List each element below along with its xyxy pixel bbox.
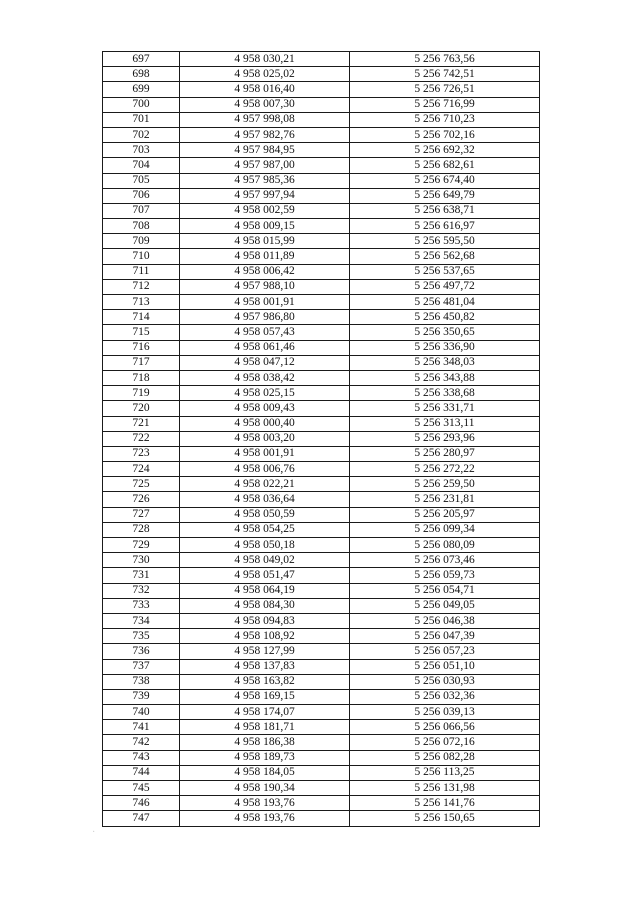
- point-number-cell: 721: [103, 416, 180, 431]
- table-row: [103, 173, 540, 188]
- x-coordinate-cell: 4 957 987,00: [180, 158, 350, 173]
- point-number-cell: 737: [103, 659, 180, 674]
- table-row: [103, 234, 540, 249]
- point-number-cell: 708: [103, 219, 180, 234]
- coordinates-table-body: [103, 52, 540, 827]
- table-row: [103, 219, 540, 234]
- point-number-cell: 715: [103, 325, 180, 340]
- point-number-cell: 713: [103, 295, 180, 310]
- x-coordinate-cell: 4 958 009,15: [180, 219, 350, 234]
- y-coordinate-cell: 5 256 638,71: [350, 203, 540, 218]
- x-coordinate-cell: 4 958 036,64: [180, 492, 350, 507]
- y-coordinate-cell: 5 256 343,88: [350, 370, 540, 385]
- x-coordinate-cell: 4 958 049,02: [180, 553, 350, 568]
- x-coordinate-cell: 4 958 127,99: [180, 644, 350, 659]
- table-row: [103, 507, 540, 522]
- point-number-cell: 719: [103, 386, 180, 401]
- y-coordinate-cell: 5 256 682,61: [350, 158, 540, 173]
- x-coordinate-cell: 4 957 984,95: [180, 143, 350, 158]
- y-coordinate-cell: 5 256 702,16: [350, 127, 540, 142]
- y-coordinate-cell: 5 256 057,23: [350, 644, 540, 659]
- point-number-cell: 747: [103, 811, 180, 826]
- y-coordinate-cell: 5 256 080,09: [350, 538, 540, 553]
- table-row: [103, 127, 540, 142]
- point-number-cell: 731: [103, 568, 180, 583]
- point-number-cell: 746: [103, 796, 180, 811]
- y-coordinate-cell: 5 256 313,11: [350, 416, 540, 431]
- y-coordinate-cell: 5 256 350,65: [350, 325, 540, 340]
- point-number-cell: 698: [103, 67, 180, 82]
- y-coordinate-cell: 5 256 059,73: [350, 568, 540, 583]
- y-coordinate-cell: 5 256 616,97: [350, 219, 540, 234]
- table-row: [103, 370, 540, 385]
- y-coordinate-cell: 5 256 763,56: [350, 52, 540, 67]
- y-coordinate-cell: 5 256 272,22: [350, 462, 540, 477]
- table-row: [103, 613, 540, 628]
- table-row: [103, 279, 540, 294]
- table-row: [103, 295, 540, 310]
- x-coordinate-cell: 4 958 054,25: [180, 522, 350, 537]
- y-coordinate-cell: 5 256 113,25: [350, 765, 540, 780]
- table-row: [103, 325, 540, 340]
- y-coordinate-cell: 5 256 259,50: [350, 477, 540, 492]
- x-coordinate-cell: 4 958 015,99: [180, 234, 350, 249]
- x-coordinate-cell: 4 958 030,21: [180, 52, 350, 67]
- table-row: [103, 310, 540, 325]
- x-coordinate-cell: 4 958 050,59: [180, 507, 350, 522]
- point-number-cell: 736: [103, 644, 180, 659]
- y-coordinate-cell: 5 256 674,40: [350, 173, 540, 188]
- point-number-cell: 703: [103, 143, 180, 158]
- y-coordinate-cell: 5 256 692,32: [350, 143, 540, 158]
- scan-artifact: ·: [92, 827, 96, 838]
- y-coordinate-cell: 5 256 742,51: [350, 67, 540, 82]
- x-coordinate-cell: 4 958 002,59: [180, 203, 350, 218]
- point-number-cell: 741: [103, 720, 180, 735]
- table-row: [103, 735, 540, 750]
- x-coordinate-cell: 4 958 007,30: [180, 97, 350, 112]
- table-row: [103, 674, 540, 689]
- y-coordinate-cell: 5 256 082,28: [350, 750, 540, 765]
- x-coordinate-cell: 4 958 003,20: [180, 431, 350, 446]
- point-number-cell: 697: [103, 52, 180, 67]
- y-coordinate-cell: 5 256 066,56: [350, 720, 540, 735]
- x-coordinate-cell: 4 958 011,89: [180, 249, 350, 264]
- y-coordinate-cell: 5 256 497,72: [350, 279, 540, 294]
- y-coordinate-cell: 5 256 331,71: [350, 401, 540, 416]
- point-number-cell: 732: [103, 583, 180, 598]
- point-number-cell: 727: [103, 507, 180, 522]
- point-number-cell: 740: [103, 705, 180, 720]
- y-coordinate-cell: 5 256 338,68: [350, 386, 540, 401]
- table-row: [103, 158, 540, 173]
- table-row: [103, 811, 540, 826]
- y-coordinate-cell: 5 256 049,05: [350, 598, 540, 613]
- table-row: [103, 462, 540, 477]
- x-coordinate-cell: 4 958 000,40: [180, 416, 350, 431]
- table-row: [103, 750, 540, 765]
- y-coordinate-cell: 5 256 280,97: [350, 446, 540, 461]
- table-row: [103, 522, 540, 537]
- x-coordinate-cell: 4 958 025,15: [180, 386, 350, 401]
- y-coordinate-cell: 5 256 141,76: [350, 796, 540, 811]
- x-coordinate-cell: 4 958 050,18: [180, 538, 350, 553]
- table-row: [103, 97, 540, 112]
- x-coordinate-cell: 4 958 186,38: [180, 735, 350, 750]
- x-coordinate-cell: 4 958 137,83: [180, 659, 350, 674]
- x-coordinate-cell: 4 958 181,71: [180, 720, 350, 735]
- table-row: [103, 583, 540, 598]
- x-coordinate-cell: 4 958 006,76: [180, 462, 350, 477]
- x-coordinate-cell: 4 957 985,36: [180, 173, 350, 188]
- table-row: [103, 553, 540, 568]
- table-row: [103, 538, 540, 553]
- x-coordinate-cell: 4 958 025,02: [180, 67, 350, 82]
- table-row: [103, 446, 540, 461]
- y-coordinate-cell: 5 256 595,50: [350, 234, 540, 249]
- y-coordinate-cell: 5 256 047,39: [350, 629, 540, 644]
- table-row: [103, 264, 540, 279]
- point-number-cell: 718: [103, 370, 180, 385]
- point-number-cell: 734: [103, 613, 180, 628]
- x-coordinate-cell: 4 958 038,42: [180, 370, 350, 385]
- x-coordinate-cell: 4 957 998,08: [180, 112, 350, 127]
- point-number-cell: 702: [103, 127, 180, 142]
- x-coordinate-cell: 4 958 006,42: [180, 264, 350, 279]
- x-coordinate-cell: 4 958 189,73: [180, 750, 350, 765]
- point-number-cell: 714: [103, 310, 180, 325]
- point-number-cell: 728: [103, 522, 180, 537]
- table-row: [103, 143, 540, 158]
- y-coordinate-cell: 5 256 348,03: [350, 355, 540, 370]
- x-coordinate-cell: 4 958 016,40: [180, 82, 350, 97]
- y-coordinate-cell: 5 256 231,81: [350, 492, 540, 507]
- table-row: [103, 203, 540, 218]
- point-number-cell: 729: [103, 538, 180, 553]
- point-number-cell: 724: [103, 462, 180, 477]
- x-coordinate-cell: 4 957 986,80: [180, 310, 350, 325]
- table-row: [103, 644, 540, 659]
- point-number-cell: 700: [103, 97, 180, 112]
- y-coordinate-cell: 5 256 072,16: [350, 735, 540, 750]
- point-number-cell: 720: [103, 401, 180, 416]
- y-coordinate-cell: 5 256 710,23: [350, 112, 540, 127]
- x-coordinate-cell: 4 958 174,07: [180, 705, 350, 720]
- table-row: [103, 355, 540, 370]
- y-coordinate-cell: 5 256 099,34: [350, 522, 540, 537]
- table-row: [103, 82, 540, 97]
- point-number-cell: 709: [103, 234, 180, 249]
- table-row: [103, 188, 540, 203]
- point-number-cell: 711: [103, 264, 180, 279]
- x-coordinate-cell: 4 958 061,46: [180, 340, 350, 355]
- x-coordinate-cell: 4 958 009,43: [180, 401, 350, 416]
- table-row: [103, 720, 540, 735]
- point-number-cell: 725: [103, 477, 180, 492]
- point-number-cell: 743: [103, 750, 180, 765]
- table-row: [103, 629, 540, 644]
- y-coordinate-cell: 5 256 039,13: [350, 705, 540, 720]
- coordinates-table: [102, 51, 540, 827]
- x-coordinate-cell: 4 958 057,43: [180, 325, 350, 340]
- point-number-cell: 712: [103, 279, 180, 294]
- table-row: [103, 477, 540, 492]
- table-row: [103, 416, 540, 431]
- y-coordinate-cell: 5 256 450,82: [350, 310, 540, 325]
- point-number-cell: 699: [103, 82, 180, 97]
- point-number-cell: 707: [103, 203, 180, 218]
- table-row: [103, 598, 540, 613]
- y-coordinate-cell: 5 256 030,93: [350, 674, 540, 689]
- point-number-cell: 723: [103, 446, 180, 461]
- point-number-cell: 710: [103, 249, 180, 264]
- y-coordinate-cell: 5 256 032,36: [350, 689, 540, 704]
- table-row: [103, 112, 540, 127]
- table-row: [103, 659, 540, 674]
- x-coordinate-cell: 4 958 094,83: [180, 613, 350, 628]
- table-row: [103, 492, 540, 507]
- point-number-cell: 739: [103, 689, 180, 704]
- y-coordinate-cell: 5 256 537,65: [350, 264, 540, 279]
- x-coordinate-cell: 4 958 064,19: [180, 583, 350, 598]
- y-coordinate-cell: 5 256 649,79: [350, 188, 540, 203]
- point-number-cell: 726: [103, 492, 180, 507]
- y-coordinate-cell: 5 256 481,04: [350, 295, 540, 310]
- point-number-cell: 735: [103, 629, 180, 644]
- point-number-cell: 717: [103, 355, 180, 370]
- x-coordinate-cell: 4 958 047,12: [180, 355, 350, 370]
- table-row: [103, 401, 540, 416]
- y-coordinate-cell: 5 256 073,46: [350, 553, 540, 568]
- point-number-cell: 733: [103, 598, 180, 613]
- x-coordinate-cell: 4 958 193,76: [180, 796, 350, 811]
- table-row: [103, 705, 540, 720]
- x-coordinate-cell: 4 958 190,34: [180, 781, 350, 796]
- point-number-cell: 705: [103, 173, 180, 188]
- y-coordinate-cell: 5 256 562,68: [350, 249, 540, 264]
- table-row: [103, 386, 540, 401]
- x-coordinate-cell: 4 958 001,91: [180, 295, 350, 310]
- x-coordinate-cell: 4 958 163,82: [180, 674, 350, 689]
- y-coordinate-cell: 5 256 336,90: [350, 340, 540, 355]
- x-coordinate-cell: 4 958 084,30: [180, 598, 350, 613]
- table-row: [103, 52, 540, 67]
- table-row: [103, 689, 540, 704]
- x-coordinate-cell: 4 957 997,94: [180, 188, 350, 203]
- y-coordinate-cell: 5 256 716,99: [350, 97, 540, 112]
- point-number-cell: 730: [103, 553, 180, 568]
- y-coordinate-cell: 5 256 293,96: [350, 431, 540, 446]
- table-row: [103, 67, 540, 82]
- table-row: [103, 568, 540, 583]
- point-number-cell: 704: [103, 158, 180, 173]
- x-coordinate-cell: 4 958 051,47: [180, 568, 350, 583]
- y-coordinate-cell: 5 256 726,51: [350, 82, 540, 97]
- table-row: [103, 796, 540, 811]
- y-coordinate-cell: 5 256 205,97: [350, 507, 540, 522]
- point-number-cell: 742: [103, 735, 180, 750]
- point-number-cell: 701: [103, 112, 180, 127]
- y-coordinate-cell: 5 256 046,38: [350, 613, 540, 628]
- x-coordinate-cell: 4 958 184,05: [180, 765, 350, 780]
- x-coordinate-cell: 4 958 108,92: [180, 629, 350, 644]
- table-row: [103, 340, 540, 355]
- y-coordinate-cell: 5 256 054,71: [350, 583, 540, 598]
- x-coordinate-cell: 4 958 001,91: [180, 446, 350, 461]
- table-row: [103, 781, 540, 796]
- point-number-cell: 716: [103, 340, 180, 355]
- point-number-cell: 722: [103, 431, 180, 446]
- point-number-cell: 745: [103, 781, 180, 796]
- table-row: [103, 431, 540, 446]
- point-number-cell: 744: [103, 765, 180, 780]
- y-coordinate-cell: 5 256 051,10: [350, 659, 540, 674]
- x-coordinate-cell: 4 958 022,21: [180, 477, 350, 492]
- point-number-cell: 706: [103, 188, 180, 203]
- x-coordinate-cell: 4 957 988,10: [180, 279, 350, 294]
- table-row: [103, 249, 540, 264]
- y-coordinate-cell: 5 256 131,98: [350, 781, 540, 796]
- y-coordinate-cell: 5 256 150,65: [350, 811, 540, 826]
- x-coordinate-cell: 4 958 193,76: [180, 811, 350, 826]
- x-coordinate-cell: 4 957 982,76: [180, 127, 350, 142]
- table-row: [103, 765, 540, 780]
- x-coordinate-cell: 4 958 169,15: [180, 689, 350, 704]
- point-number-cell: 738: [103, 674, 180, 689]
